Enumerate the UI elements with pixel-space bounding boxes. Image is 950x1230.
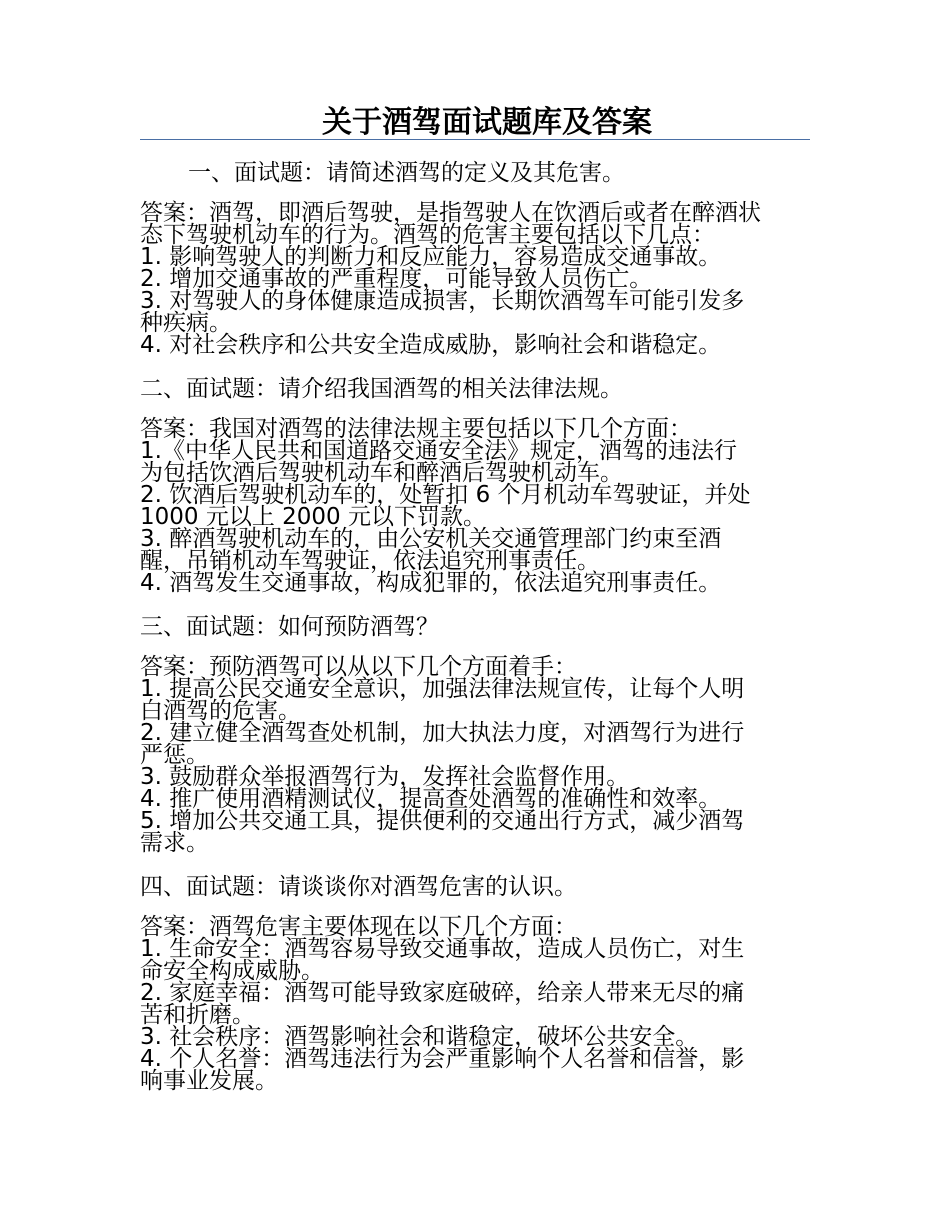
answer-line: 4. 酒驾发生交通事故，构成犯罪的，依法追究刑事责任。: [140, 570, 722, 596]
qa-section-4: [140, 872, 800, 1092]
answer-line: 答案：酒驾，即酒后驾驶，是指驾驶人在饮酒后或者在醉酒状: [140, 200, 761, 226]
answer-line: 4. 个人名誉：酒驾违法行为会严重影响个人名誉和信誉，影: [140, 1046, 745, 1072]
answer-line: 2. 增加交通事故的严重程度，可能导致人员伤亡。: [140, 266, 653, 292]
answer-line: 答案：酒驾危害主要体现在以下几个方面：: [140, 914, 577, 940]
answer-line: 3. 对驾驶人的身体健康造成损害，长期饮酒驾车可能引发多: [140, 288, 745, 314]
question-4: 四、面试题：请谈谈你对酒驾危害的认识。: [140, 874, 577, 900]
answer-line: 答案：我国对酒驾的法律法规主要包括以下几个方面：: [140, 416, 692, 442]
answer-line: 响事业发展。: [140, 1068, 278, 1094]
qa-section-2: [140, 374, 800, 594]
answer-line: 苦和折磨。: [140, 1002, 255, 1028]
answer-line: 1. 提高公民交通安全意识，加强法律法规宣传，让每个人明: [140, 676, 745, 702]
answer-line: 需求。: [140, 830, 209, 856]
answer-line: 4. 对社会秩序和公共安全造成威胁，影响社会和谐稳定。: [140, 332, 722, 358]
answer-line: 2. 建立健全酒驾查处机制，加大执法力度，对酒驾行为进行: [140, 720, 745, 746]
answer-line: 为包括饮酒后驾驶机动车和醉酒后驾驶机动车。: [140, 460, 623, 486]
answer-line: 2. 饮酒后驾驶机动车的，处暂扣 6 个月机动车驾驶证，并处: [140, 482, 751, 508]
question-1: 一、面试题：请简述酒驾的定义及其危害。: [188, 160, 625, 186]
document-body: [140, 158, 800, 1092]
answer-line: 5. 增加公共交通工具，提供便利的交通出行方式，减少酒驾: [140, 808, 745, 834]
answer-line: 1000 元以上 2000 元以下罚款。: [140, 504, 486, 530]
answer-line: 1.《中华人民共和国道路交通安全法》规定，酒驾的违法行: [140, 438, 737, 464]
answer-line: 醒，吊销机动车驾驶证，依法追究刑事责任。: [140, 548, 600, 574]
answer-line: 态下驾驶机动车的行为。酒驾的危害主要包括以下几点：: [140, 222, 715, 248]
question-3: 三、面试题：如何预防酒驾？: [140, 614, 439, 640]
answer-line: 3. 社会秩序：酒驾影响社会和谐稳定，破坏公共安全。: [140, 1024, 699, 1050]
answer-4: [140, 916, 800, 1092]
answer-line: 1. 生命安全：酒驾容易导致交通事故，造成人员伤亡，对生: [140, 936, 745, 962]
page-title: 关于酒驾面试题库及答案: [322, 105, 652, 140]
title-underline: [140, 139, 810, 140]
qa-section-1: [140, 158, 800, 356]
answer-3: [140, 656, 800, 854]
answer-line: 严惩。: [140, 742, 209, 768]
answer-line: 3. 鼓励群众举报酒驾行为，发挥社会监督作用。: [140, 764, 630, 790]
answer-line: 命安全构成威胁。: [140, 958, 324, 984]
answer-line: 白酒驾的危害。: [140, 698, 301, 724]
question-2: 二、面试题：请介绍我国酒驾的相关法律法规。: [140, 376, 623, 402]
answer-line: 1. 影响驾驶人的判断力和反应能力，容易造成交通事故。: [140, 244, 722, 270]
answer-line: 答案：预防酒驾可以从以下几个方面着手：: [140, 654, 577, 680]
answer-1: [140, 202, 800, 356]
answer-line: 种疾病。: [140, 310, 232, 336]
qa-section-3: [140, 612, 800, 854]
answer-line: 3. 醉酒驾驶机动车的，由公安机关交通管理部门约束至酒: [140, 526, 722, 552]
answer-line: 2. 家庭幸福：酒驾可能导致家庭破碎，给亲人带来无尽的痛: [140, 980, 745, 1006]
answer-line: 4. 推广使用酒精测试仪，提高查处酒驾的准确性和效率。: [140, 786, 722, 812]
answer-2: [140, 418, 800, 594]
